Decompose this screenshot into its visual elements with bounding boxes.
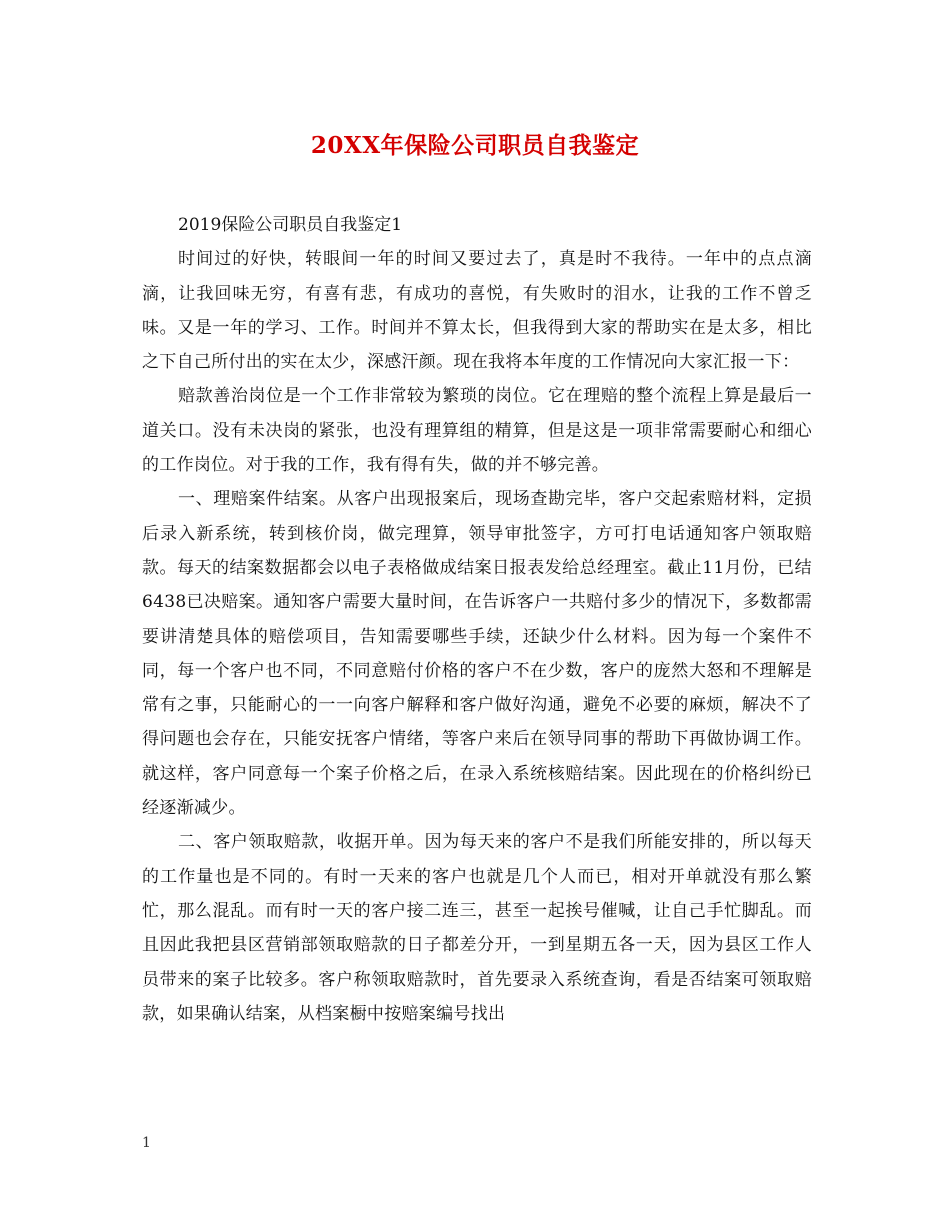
section-subheading: 2019保险公司职员自我鉴定1 bbox=[178, 215, 403, 235]
document-title: 20XX年保险公司职员自我鉴定 bbox=[310, 132, 640, 159]
paragraph-intro: 时间过的好快，转眼间一年的时间又要过去了，真是时不我待。一年中的点点滴滴，让我回味无穷，有喜有悲，有成功的喜悦，有失败时的泪水，让我的工作不曾乏味。又是一年的学习、工作。时间并不算太长，但我得到大家的帮助实在是太多，相比之下自己所付出的实在太少，深感汗颜。现在我将本年度的工作情况向大家汇报一下： bbox=[142, 249, 812, 373]
paragraph-item-two: 二、客户领取赔款，收据开单。因为每天来的客户不是我们所能安排的，所以每天的工作量也是不同的。有时一天来的客户也就是几个人而已，相对开单就没有那么繁忙，那么混乱。而有时一天的客户接二连三，甚至一起挨号催喊，让自己手忙脚乱。而且因此我把县区营销部领取赔款的日子都差分开，一到星期五各一天，因为县区工作人员带来的案子比较多。客户称领取赔款时，首先要录入系统查询，看是否结案可领取赔款，如果确认结案，从档案橱中按赔案编号找出 bbox=[142, 832, 812, 1024]
document-body bbox=[142, 208, 812, 1031]
page-number: 1 bbox=[142, 1135, 151, 1151]
paragraph-position: 赔款善治岗位是一个工作非常较为繁琐的岗位。它在理赔的整个流程上算是最后一道关口。没有未决岗的紧张，也没有理算组的精算，但是这是一项非常需要耐心和细心的工作岗位。对于我的工作，我有得有失，做的并不够完善。 bbox=[142, 386, 812, 476]
paragraph-item-one: 一、理赔案件结案。从客户出现报案后，现场查勘完毕，客户交起索赔材料，定损后录入新系统，转到核价岗，做完理算，领导审批签字，方可打电话通知客户领取赔款。每天的结案数据都会以电子表格做成结案日报表发给总经理室。截止11月份，已结6438已决赔案。通知客户需要大量时间，在告诉客户一共赔付多少的情况下，多数都需要讲清楚具体的赔偿项目，告知需要哪些手续，还缺少什么材料。因为每一个案件不同，每一个客户也不同，不同意赔付价格的客户不在少数，客户的庞然大怒和不理解是常有之事，只能耐心的一一向客户解释和客户做好沟通，避免不必要的麻烦，解决不了得问题也会存在，只能安抚客户情绪，等客户来后在领导同事的帮助下再做协调工作。就这样，客户同意每一个案子价格之后，在录入系统核赔结案。因此现在的价格纠纷已经逐渐减少。 bbox=[142, 489, 812, 819]
